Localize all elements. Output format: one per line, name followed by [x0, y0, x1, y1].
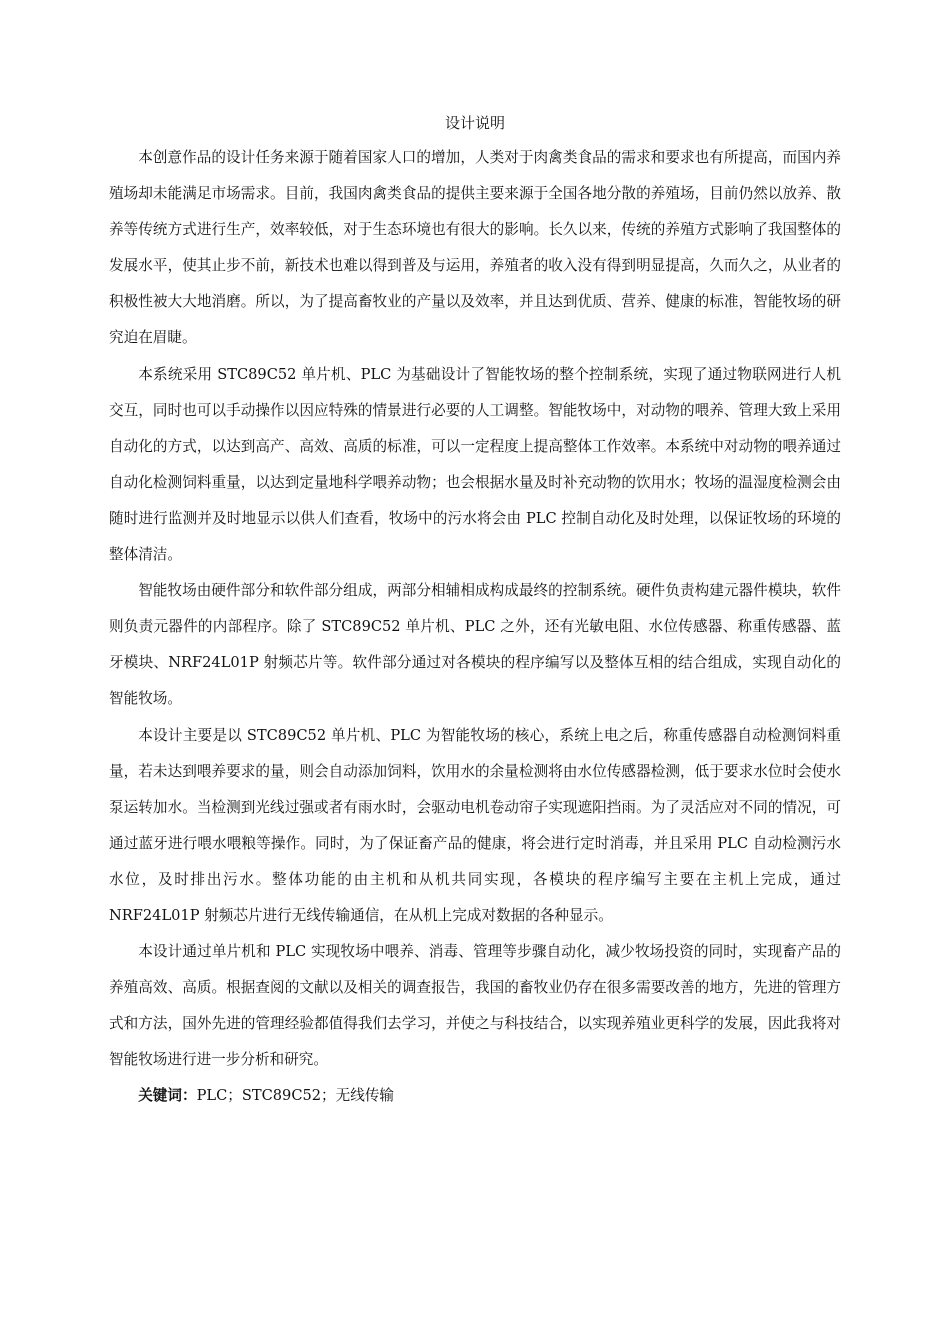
document-title: 设计说明 [444, 114, 505, 132]
keywords-line [109, 1078, 841, 1114]
paragraph-background: 本创意作品的设计任务来源于随着国家人口的增加，人类对于肉禽类食品的需求和要求也有所提高，而国内养殖场却未能满足市场需求。目前，我国肉禽类食品的提供主要来源于全国各地分散的养殖场，目前仍然以放养、散养等传统方式进行生产，效率较低，对于生态环境也有很大的影响。长久以来，传统的养殖方式影响了我国整体的发展水平，使其止步不前，新技术也难以得到普及与运用，养殖者的收入没有得到明显提高，久而久之，从业者的积极性被大大地消磨。所以，为了提高畜牧业的产量以及效率，并且达到优质、营养、健康的标准，智能牧场的研究迫在眉睫。 [109, 149, 841, 347]
paragraph-system-overview: 本系统采用 STC89C52 单片机、PLC 为基础设计了智能牧场的整个控制系统，实现了通过物联网进行人机交互，同时也可以手动操作以因应特殊的情景进行必要的人工调整。智能牧场中，对动物的喂养、管理大致上采用自动化的方式，以达到高产、高效、高质的标准，可以一定程度上提高整体工作效率。本系统中对动物的喂养通过自动化检测饲料重量，以达到定量地科学喂养动物；也会根据水量及时补充动物的饮用水；牧场的温湿度检测会由随时进行监测并及时地显示以供人们查看，牧场中的污水将会由 PLC 控制自动化及时处理，以保证牧场的环境的整体清洁。 [109, 365, 841, 564]
paragraph-conclusion: 本设计通过单片机和 PLC 实现牧场中喂养、消毒、管理等步骤自动化，减少牧场投资的同时，实现畜产品的养殖高效、高质。根据查阅的文献以及相关的调查报告，我国的畜牧业仍存在很多需要改善的地方，先进的管理方式和方法，国外先进的管理经验都值得我们去学习，并使之与科技结合，以实现养殖业更科学的发展，因此我将对智能牧场进行进一步分析和研究。 [109, 943, 841, 1069]
paragraph-hardware-software: 智能牧场由硬件部分和软件部分组成，两部分相辅相成构成最终的控制系统。硬件负责构建元器件模块，软件则负责元器件的内部程序。除了 STC89C52 单片机、PLC 之外，还有光敏电阻、水位传感器、称重传感器、蓝牙模块、NRF24L01P 射频芯片等。软件部分通过对各模块的程序编写以及整体互相的结合组成，实现自动化的智能牧场。 [109, 582, 841, 708]
document-content [109, 106, 841, 1114]
keywords-value: PLC；STC89C52；无线传输 [196, 1087, 395, 1105]
paragraph-design-core: 本设计主要是以 STC89C52 单片机、PLC 为智能牧场的核心，系统上电之后，称重传感器自动检测饲料重量，若未达到喂养要求的量，则会自动添加饲料，饮用水的余量检测将由水位传感器检测，低于要求水位时会使水泵运转加水。当检测到光线过强或者有雨水时，会驱动电机卷动帘子实现遮阳挡雨。为了灵活应对不同的情况，可通过蓝牙进行喂水喂粮等操作。同时，为了保证畜产品的健康，将会进行定时消毒，并且采用 PLC 自动检测污水水位，及时排出污水。整体功能的由主机和从机共同实现，各模块的程序编写主要在主机上完成，通过 NRF24L01P 射频芯片进行无线传输通信，在从机上完成对数据的各种显示。 [109, 726, 841, 924]
keywords-label: 关键词： [138, 1087, 197, 1105]
